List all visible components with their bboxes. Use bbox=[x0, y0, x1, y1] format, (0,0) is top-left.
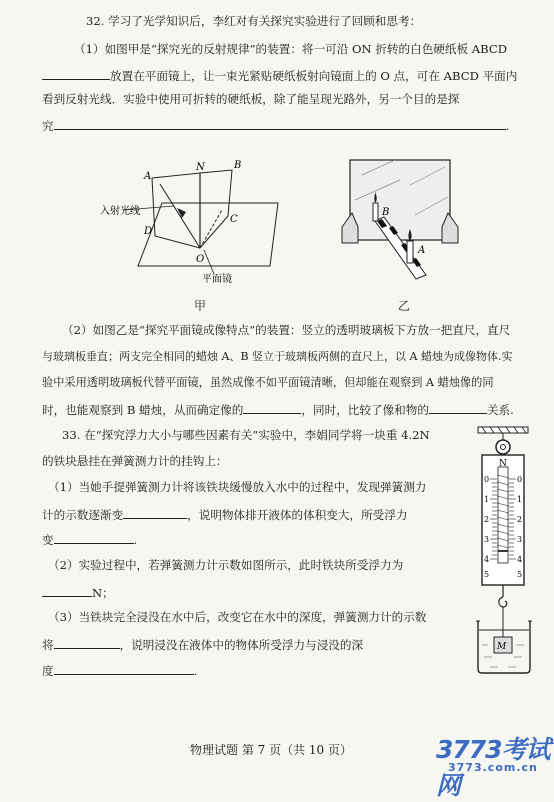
q33-intro1: 33. 在“探究浮力大小与哪些因素有关”实验中，李娟同学将一块重 4.2N bbox=[62, 428, 430, 442]
scale-tick-right: 5 bbox=[517, 570, 523, 579]
answer-blank[interactable] bbox=[54, 636, 120, 649]
answer-blank[interactable] bbox=[429, 401, 487, 414]
label-D: D bbox=[144, 226, 153, 237]
label-B: B bbox=[382, 207, 390, 218]
q32-p1-line3: 看到反射光线．实验中使用可折转的硬纸板，除了能呈现光路外，另一个目的是探 bbox=[42, 92, 460, 106]
label-A: A bbox=[144, 171, 152, 182]
label-B: B bbox=[234, 160, 242, 171]
scale-tick-left: 5 bbox=[484, 570, 490, 579]
scale-tick-right: 0 bbox=[517, 475, 523, 484]
caption-yi: 乙 bbox=[398, 299, 411, 313]
figure-jia-reflection bbox=[100, 158, 290, 283]
page-footer: 物理试题 第 7 页（共 10 页） bbox=[190, 743, 352, 757]
answer-blank[interactable] bbox=[54, 531, 134, 544]
q33-p3-line1: （3）当铁块完全浸没在水中后，改变它在水中的深度，弹簧测力计的示数 bbox=[48, 610, 427, 624]
block-label: M bbox=[497, 642, 507, 652]
caption-jia: 甲 bbox=[194, 299, 207, 313]
scale-tick-left: 1 bbox=[484, 495, 490, 504]
q32-p2-line2: 与玻璃板垂直；两支完全相同的蜡烛 A、B 竖立于玻璃板两侧的直尺上，以 A 蜡烛为成像物体.实 bbox=[42, 350, 513, 363]
q33-p1-line1: （1）当她手提弹簧测力计将该铁块缓慢放入水中的过程中，发现弹簧测力 bbox=[48, 480, 427, 494]
figure-yi-mirror bbox=[340, 155, 460, 280]
watermark-url: 3773.com.cn bbox=[448, 761, 538, 774]
q32-intro: 32. 学习了光学知识后，李红对有关探究实验进行了回顾和思考： bbox=[86, 14, 422, 28]
q33-p2-line2: N； bbox=[42, 584, 114, 601]
q33-p3-line3: 度 . bbox=[42, 664, 198, 678]
label-incident-ray: 入射光线 bbox=[100, 206, 140, 217]
q33-p1-line2: 计的示数逐渐变 ，说明物体排开液体的体积变大，所受浮力 bbox=[42, 508, 408, 522]
q33-p2-line1: （2）实验过程中，若弹簧测力计示数如图所示，此时铁块所受浮力为 bbox=[48, 558, 404, 572]
scale-tick-left: 2 bbox=[484, 515, 490, 524]
answer-blank[interactable] bbox=[42, 584, 92, 597]
scale-tick-right: 1 bbox=[517, 495, 523, 504]
q32-p2-line3: 验中采用透明玻璃板代替平面镜，虽然成像不如平面镜清晰，但却能在观察到 A 蜡烛像的同 bbox=[42, 376, 494, 389]
label-N: N bbox=[196, 162, 205, 173]
q33-intro2: 的铁块悬挂在弹簧测力计的挂钩上： bbox=[42, 454, 228, 468]
scale-tick-left: 0 bbox=[484, 475, 490, 484]
label-A: A bbox=[418, 245, 426, 256]
q33-p1-line3: 变 . bbox=[42, 533, 138, 547]
q32-p2-line4: 时，也能观察到 B 蜡烛，从而确定像的 ，同时，比较了像和物的 关系. bbox=[42, 403, 514, 417]
scale-tick-right: 4 bbox=[517, 555, 523, 564]
q32-p2-line1: （2）如图乙是“探究平面镜成像特点”的装置：竖立的透明玻璃板下方放一把直尺，直尺 bbox=[62, 323, 511, 337]
figure-spring-scale bbox=[468, 425, 542, 675]
scale-tick-left: 3 bbox=[484, 535, 490, 544]
q33-p3-line2: 将 ，说明浸没在液体中的物体所受浮力与浸没的深 bbox=[42, 638, 364, 652]
label-C: C bbox=[230, 214, 238, 225]
label-plane-mirror: 平面镜 bbox=[202, 274, 232, 283]
answer-blank[interactable] bbox=[243, 401, 301, 414]
answer-blank[interactable] bbox=[123, 506, 187, 519]
q32-p1-line2: 放置在平面镜上，让一束光紧贴硬纸板射向镜面上的 O 点，可在 ABCD 平面内 bbox=[42, 67, 517, 84]
watermark-brand: 3773考试网 bbox=[436, 735, 550, 800]
scale-tick-left: 4 bbox=[484, 555, 490, 564]
scale-unit-label: N bbox=[499, 459, 507, 469]
scale-tick-right: 3 bbox=[517, 535, 523, 544]
q32-p1-line4: 究 . bbox=[42, 119, 510, 133]
answer-blank[interactable] bbox=[54, 117, 506, 130]
answer-blank[interactable] bbox=[42, 67, 110, 80]
scale-tick-right: 2 bbox=[517, 515, 523, 524]
answer-blank[interactable] bbox=[54, 662, 194, 675]
label-O: O bbox=[196, 254, 205, 265]
q32-p1-line1: （1）如图甲是“探究光的反射规律”的装置：将一可沿 ON 折转的白色硬纸板 ABCD bbox=[74, 42, 508, 56]
